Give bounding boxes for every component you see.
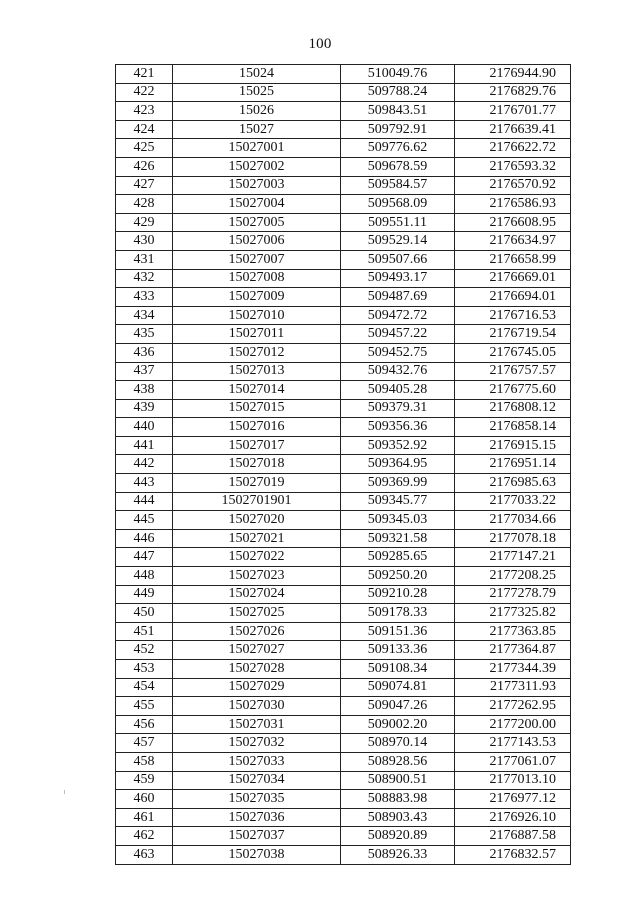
point-code-cell: 15027017 [173,436,341,455]
point-code-cell: 15027021 [173,529,341,548]
row-number-cell: 441 [116,436,173,455]
x-coordinate-cell: 509493.17 [341,269,455,288]
x-coordinate-cell: 509507.66 [341,250,455,269]
point-code-cell: 15027014 [173,381,341,400]
point-code-cell: 15024 [173,65,341,84]
y-coordinate-cell: 2176701.77 [455,102,571,121]
x-coordinate-cell: 509108.34 [341,660,455,679]
y-coordinate-cell: 2177344.39 [455,660,571,679]
y-coordinate-cell: 2176858.14 [455,418,571,437]
table-row [116,325,571,344]
point-code-cell: 15027011 [173,325,341,344]
x-coordinate-cell: 508920.89 [341,827,455,846]
row-number-cell: 424 [116,120,173,139]
y-coordinate-cell: 2176926.10 [455,808,571,827]
coordinates-table [115,64,571,865]
row-number-cell: 440 [116,418,173,437]
row-number-cell: 438 [116,381,173,400]
point-code-cell: 15027025 [173,604,341,623]
table-row [116,567,571,586]
y-coordinate-cell: 2176716.53 [455,306,571,325]
x-coordinate-cell: 509369.99 [341,474,455,493]
x-coordinate-cell: 509133.36 [341,641,455,660]
point-code-cell: 15025 [173,83,341,102]
x-coordinate-cell: 508903.43 [341,808,455,827]
table-row [116,678,571,697]
row-number-cell: 444 [116,492,173,511]
row-number-cell: 425 [116,139,173,158]
y-coordinate-cell: 2176808.12 [455,399,571,418]
table-row [116,306,571,325]
point-code-cell: 15027002 [173,157,341,176]
row-number-cell: 461 [116,808,173,827]
y-coordinate-cell: 2177200.00 [455,715,571,734]
row-number-cell: 426 [116,157,173,176]
point-code-cell: 15027019 [173,474,341,493]
x-coordinate-cell: 509210.28 [341,585,455,604]
x-coordinate-cell: 509551.11 [341,213,455,232]
y-coordinate-cell: 2176719.54 [455,325,571,344]
point-code-cell: 15027026 [173,622,341,641]
y-coordinate-cell: 2176608.95 [455,213,571,232]
y-coordinate-cell: 2177033.22 [455,492,571,511]
point-code-cell: 15027003 [173,176,341,195]
table-row [116,734,571,753]
x-coordinate-cell: 509352.92 [341,436,455,455]
y-coordinate-cell: 2176887.58 [455,827,571,846]
row-number-cell: 448 [116,567,173,586]
x-coordinate-cell: 509151.36 [341,622,455,641]
x-coordinate-cell: 509792.91 [341,120,455,139]
row-number-cell: 454 [116,678,173,697]
table-row [116,418,571,437]
x-coordinate-cell: 509379.31 [341,399,455,418]
row-number-cell: 443 [116,474,173,493]
table-row [116,399,571,418]
point-code-cell: 15027009 [173,288,341,307]
x-coordinate-cell: 509529.14 [341,232,455,251]
x-coordinate-cell: 509678.59 [341,157,455,176]
page-number: 100 [308,36,332,52]
x-coordinate-cell: 509788.24 [341,83,455,102]
point-code-cell: 15027018 [173,455,341,474]
point-code-cell: 1502701901 [173,492,341,511]
row-number-cell: 457 [116,734,173,753]
y-coordinate-cell: 2176745.05 [455,343,571,362]
y-coordinate-cell: 2176775.60 [455,381,571,400]
point-code-cell: 15027012 [173,343,341,362]
row-number-cell: 439 [116,399,173,418]
row-number-cell: 451 [116,622,173,641]
table-row [116,641,571,660]
x-coordinate-cell: 509776.62 [341,139,455,158]
point-code-cell: 15027028 [173,660,341,679]
x-coordinate-cell: 509285.65 [341,548,455,567]
y-coordinate-cell: 2176634.97 [455,232,571,251]
point-code-cell: 15027010 [173,306,341,325]
row-number-cell: 445 [116,511,173,530]
y-coordinate-cell: 2176694.01 [455,288,571,307]
table-row [116,660,571,679]
row-number-cell: 455 [116,697,173,716]
x-coordinate-cell: 509364.95 [341,455,455,474]
table-row [116,232,571,251]
y-coordinate-cell: 2177262.95 [455,697,571,716]
table-row [116,697,571,716]
y-coordinate-cell: 2177147.21 [455,548,571,567]
x-coordinate-cell: 508970.14 [341,734,455,753]
y-coordinate-cell: 2176832.57 [455,845,571,864]
table-row [116,381,571,400]
row-number-cell: 442 [116,455,173,474]
row-number-cell: 458 [116,752,173,771]
row-number-cell: 428 [116,195,173,214]
table-row [116,771,571,790]
row-number-cell: 447 [116,548,173,567]
y-coordinate-cell: 2177143.53 [455,734,571,753]
y-coordinate-cell: 2177363.85 [455,622,571,641]
x-coordinate-cell: 508926.33 [341,845,455,864]
y-coordinate-cell: 2176951.14 [455,455,571,474]
y-coordinate-cell: 2177078.18 [455,529,571,548]
x-coordinate-cell: 509405.28 [341,381,455,400]
table-row [116,492,571,511]
table-row [116,622,571,641]
table-row [116,436,571,455]
row-number-cell: 463 [116,845,173,864]
x-coordinate-cell: 510049.76 [341,65,455,84]
table-row [116,604,571,623]
row-number-cell: 421 [116,65,173,84]
table-row [116,529,571,548]
table-row [116,157,571,176]
table-row [116,250,571,269]
point-code-cell: 15027 [173,120,341,139]
y-coordinate-cell: 2177013.10 [455,771,571,790]
y-coordinate-cell: 2177061.07 [455,752,571,771]
point-code-cell: 15027030 [173,697,341,716]
y-coordinate-cell: 2176586.93 [455,195,571,214]
y-coordinate-cell: 2176977.12 [455,790,571,809]
x-coordinate-cell: 508883.98 [341,790,455,809]
table-row [116,790,571,809]
row-number-cell: 452 [116,641,173,660]
y-coordinate-cell: 2177278.79 [455,585,571,604]
y-coordinate-cell: 2176622.72 [455,139,571,158]
point-code-cell: 15027037 [173,827,341,846]
scan-artifact-mark [64,790,65,794]
table-row [116,715,571,734]
x-coordinate-cell: 509472.72 [341,306,455,325]
table-row [116,845,571,864]
table-row [116,83,571,102]
y-coordinate-cell: 2176658.99 [455,250,571,269]
table-row [116,548,571,567]
y-coordinate-cell: 2177325.82 [455,604,571,623]
point-code-cell: 15027032 [173,734,341,753]
x-coordinate-cell: 509321.58 [341,529,455,548]
y-coordinate-cell: 2176639.41 [455,120,571,139]
row-number-cell: 432 [116,269,173,288]
point-code-cell: 15027024 [173,585,341,604]
row-number-cell: 431 [116,250,173,269]
row-number-cell: 456 [116,715,173,734]
row-number-cell: 427 [116,176,173,195]
point-code-cell: 15027005 [173,213,341,232]
table-row [116,511,571,530]
row-number-cell: 437 [116,362,173,381]
table-row [116,176,571,195]
point-code-cell: 15027038 [173,845,341,864]
row-number-cell: 449 [116,585,173,604]
y-coordinate-cell: 2177364.87 [455,641,571,660]
point-code-cell: 15027007 [173,250,341,269]
x-coordinate-cell: 509457.22 [341,325,455,344]
point-code-cell: 15027015 [173,399,341,418]
point-code-cell: 15027013 [173,362,341,381]
row-number-cell: 423 [116,102,173,121]
point-code-cell: 15027031 [173,715,341,734]
y-coordinate-cell: 2176829.76 [455,83,571,102]
coordinates-table-body [116,65,571,865]
row-number-cell: 422 [116,83,173,102]
x-coordinate-cell: 508928.56 [341,752,455,771]
row-number-cell: 459 [116,771,173,790]
x-coordinate-cell: 509002.20 [341,715,455,734]
point-code-cell: 15027008 [173,269,341,288]
y-coordinate-cell: 2176669.01 [455,269,571,288]
point-code-cell: 15026 [173,102,341,121]
row-number-cell: 430 [116,232,173,251]
row-number-cell: 433 [116,288,173,307]
point-code-cell: 15027004 [173,195,341,214]
point-code-cell: 15027034 [173,771,341,790]
point-code-cell: 15027029 [173,678,341,697]
y-coordinate-cell: 2176944.90 [455,65,571,84]
point-code-cell: 15027006 [173,232,341,251]
x-coordinate-cell: 509487.69 [341,288,455,307]
y-coordinate-cell: 2177034.66 [455,511,571,530]
point-code-cell: 15027036 [173,808,341,827]
row-number-cell: 462 [116,827,173,846]
table-row [116,808,571,827]
y-coordinate-cell: 2176757.57 [455,362,571,381]
table-row [116,827,571,846]
table-row [116,269,571,288]
x-coordinate-cell: 509345.03 [341,511,455,530]
point-code-cell: 15027023 [173,567,341,586]
row-number-cell: 435 [116,325,173,344]
table-row [116,139,571,158]
point-code-cell: 15027027 [173,641,341,660]
y-coordinate-cell: 2176570.92 [455,176,571,195]
y-coordinate-cell: 2177311.93 [455,678,571,697]
table-row [116,752,571,771]
x-coordinate-cell: 509432.76 [341,362,455,381]
row-number-cell: 453 [116,660,173,679]
table-row [116,213,571,232]
x-coordinate-cell: 509356.36 [341,418,455,437]
row-number-cell: 460 [116,790,173,809]
x-coordinate-cell: 509452.75 [341,343,455,362]
table-row [116,474,571,493]
x-coordinate-cell: 509178.33 [341,604,455,623]
table-row [116,102,571,121]
table-row [116,585,571,604]
point-code-cell: 15027001 [173,139,341,158]
table-row [116,343,571,362]
y-coordinate-cell: 2176593.32 [455,157,571,176]
table-row [116,362,571,381]
x-coordinate-cell: 509345.77 [341,492,455,511]
x-coordinate-cell: 509584.57 [341,176,455,195]
row-number-cell: 434 [116,306,173,325]
point-code-cell: 15027020 [173,511,341,530]
point-code-cell: 15027016 [173,418,341,437]
row-number-cell: 429 [116,213,173,232]
table-row [116,120,571,139]
table-row [116,288,571,307]
table-row [116,455,571,474]
y-coordinate-cell: 2176985.63 [455,474,571,493]
row-number-cell: 446 [116,529,173,548]
point-code-cell: 15027033 [173,752,341,771]
x-coordinate-cell: 509568.09 [341,195,455,214]
y-coordinate-cell: 2176915.15 [455,436,571,455]
x-coordinate-cell: 509074.81 [341,678,455,697]
row-number-cell: 436 [116,343,173,362]
y-coordinate-cell: 2177208.25 [455,567,571,586]
x-coordinate-cell: 509843.51 [341,102,455,121]
x-coordinate-cell: 509250.20 [341,567,455,586]
table-row [116,65,571,84]
x-coordinate-cell: 509047.26 [341,697,455,716]
table-row [116,195,571,214]
x-coordinate-cell: 508900.51 [341,771,455,790]
row-number-cell: 450 [116,604,173,623]
point-code-cell: 15027022 [173,548,341,567]
point-code-cell: 15027035 [173,790,341,809]
